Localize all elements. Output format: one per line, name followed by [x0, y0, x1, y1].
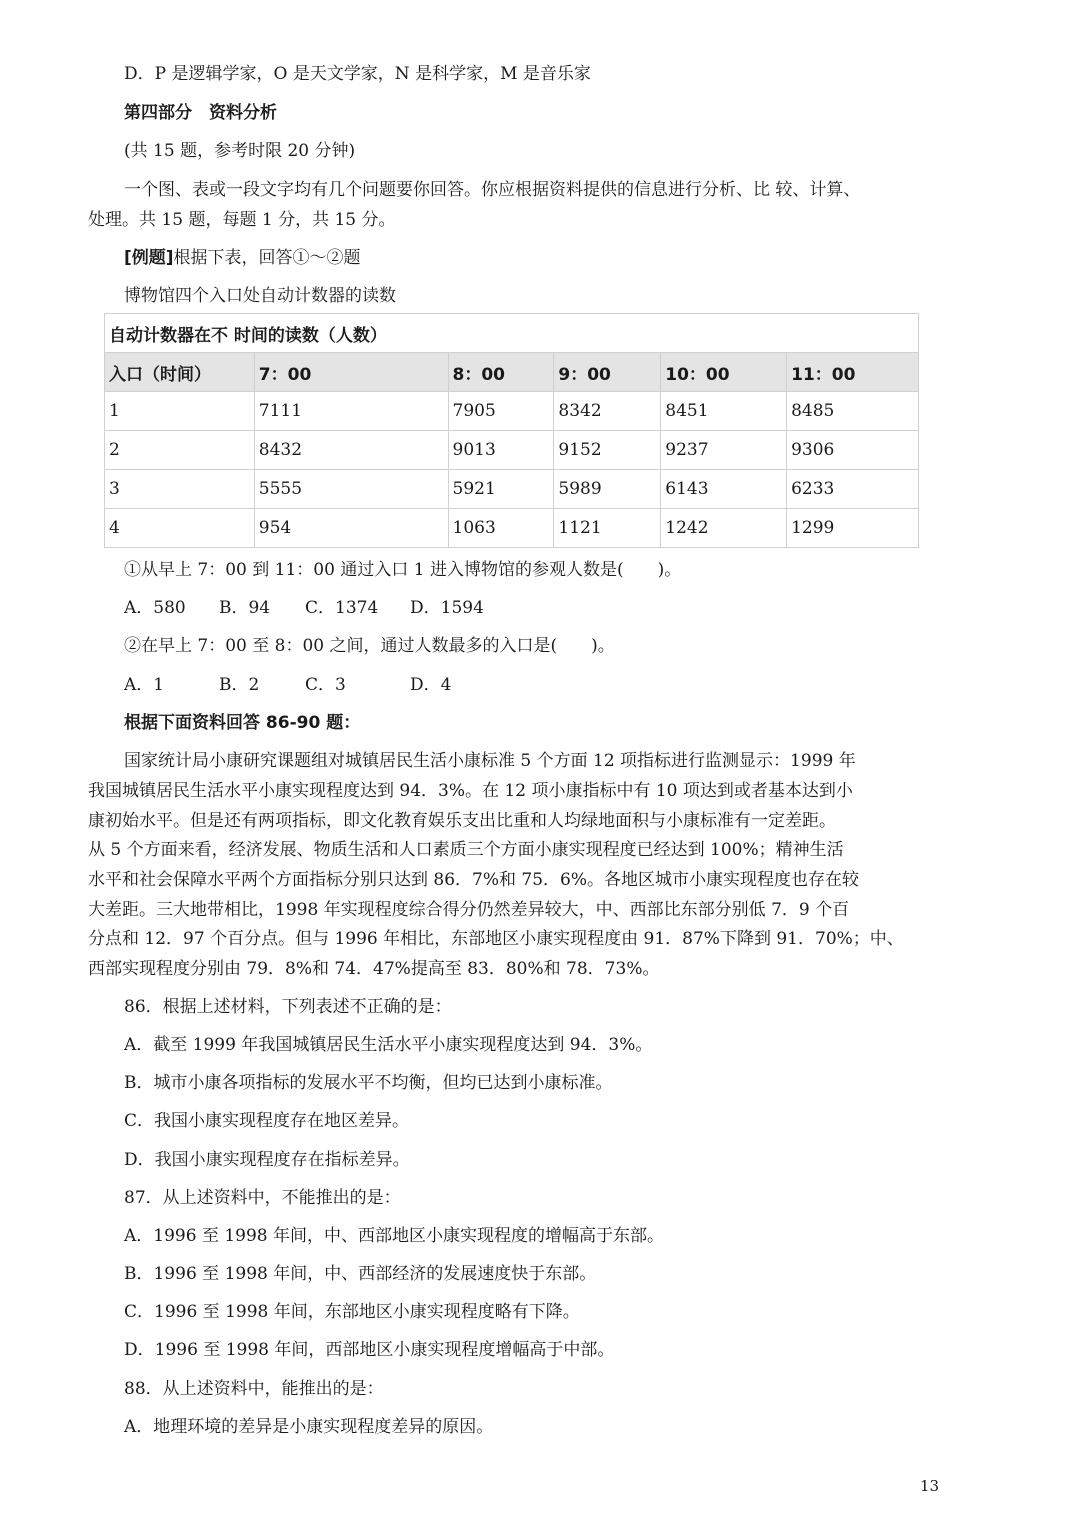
table-cell: 1: [105, 392, 255, 431]
example-question-2-options: [124, 674, 451, 696]
table-cell: 8342: [554, 392, 661, 431]
header-cell: 入口（时间）: [105, 353, 255, 392]
question-86-option: C．我国小康实现程度存在地区差异。: [124, 1111, 410, 1131]
table-row: [105, 470, 919, 509]
table-cell: 8451: [661, 392, 787, 431]
header-cell: 9：00: [554, 353, 661, 392]
question-86-stem: 86．根据上述材料，下列表述不正确的是：: [124, 997, 452, 1017]
table-cell: 9237: [661, 431, 787, 470]
example-prompt: [124, 247, 361, 269]
question-88-option: A．地理环境的差异是小康实现程度差异的原因。: [124, 1417, 494, 1437]
page-number: 13: [920, 1477, 940, 1495]
question-87-option: C．1996 至 1998 年间，东部地区小康实现程度略有下降。: [124, 1302, 580, 1322]
material-line: 大差距。三大地带相比，1998 年实现程度综合得分仍然差异较大，中、西部比东部分别低 7．9 个百: [88, 900, 850, 920]
table-cell: 4: [105, 509, 255, 548]
table-cell: 7905: [448, 392, 554, 431]
example-question-1: ①从早上 7：00 到 11：00 通过入口 1 进入博物馆的参观人数是( )。: [124, 560, 682, 580]
question-87-option: D．1996 至 1998 年间，西部地区小康实现程度增幅高于中部。: [124, 1340, 615, 1360]
material-line: 我国城镇居民生活水平小康实现程度达到 94．3%。在 12 项小康指标中有 10 项达到或者基本达到小: [88, 781, 853, 801]
table-caption-row: [105, 314, 919, 353]
table-cell: 9306: [787, 431, 919, 470]
table-cell: 1299: [787, 509, 919, 548]
table-cell: 1121: [554, 509, 661, 548]
table-row: [105, 431, 919, 470]
table-cell: 9152: [554, 431, 661, 470]
material-line: 西部实现程度分别由 79．8%和 74．47%提高至 83．80%和 78．73%。: [88, 959, 660, 979]
table-cell: 7111: [254, 392, 448, 431]
option: A．1: [124, 675, 165, 695]
table-cell: 5555: [254, 470, 448, 509]
material-line: 分点和 12．97 个百分点。但与 1996 年相比，东部地区小康实现程度由 91．87%下降到 91．70%；中、: [88, 929, 904, 949]
example-question-1-options: [124, 597, 484, 619]
header-cell: 8：00: [448, 353, 554, 392]
header-cell: 11：00: [787, 353, 919, 392]
option: A．580: [124, 598, 186, 618]
table-caption: 自动计数器在不 时间的读数（人数）: [105, 314, 919, 353]
example-prompt-text: 根据下表，回答①～②题: [173, 248, 361, 268]
question-86-option: D．我国小康实现程度存在指标差异。: [124, 1150, 410, 1170]
table-cell: 5989: [554, 470, 661, 509]
question-88-stem: 88．从上述资料中，能推出的是：: [124, 1379, 384, 1399]
table-cell: 5921: [448, 470, 554, 509]
option: B．2: [219, 675, 260, 695]
table-cell: 9013: [448, 431, 554, 470]
question-86-option: A．截至 1999 年我国城镇居民生活水平小康实现程度达到 94．3%。: [124, 1035, 653, 1055]
option: D．1594: [410, 598, 484, 618]
header-cell: 7：00: [254, 353, 448, 392]
option: B．94: [219, 598, 271, 618]
table-row: [105, 509, 919, 548]
question-87-option: A．1996 至 1998 年间，中、西部地区小康实现程度的增幅高于东部。: [124, 1226, 665, 1246]
section-note: (共 15 题，参考时限 20 分钟): [124, 141, 356, 161]
section-intro-line-2: 处理。共 15 题，每题 1 分，共 15 分。: [88, 210, 396, 230]
option: C．1374: [305, 598, 379, 618]
table-title: 博物馆四个入口处自动计数器的读数: [124, 286, 396, 306]
table-cell: 8485: [787, 392, 919, 431]
table-cell: 954: [254, 509, 448, 548]
table-cell: 2: [105, 431, 255, 470]
example-tag: [例题]: [124, 248, 174, 268]
option: D．4: [410, 675, 452, 695]
table-cell: 3: [105, 470, 255, 509]
material-line: 从 5 个方面来看，经济发展、物质生活和人口素质三个方面小康实现程度已经达到 100%；精神生活: [88, 840, 844, 860]
top-option-d: D．P 是逻辑学家，O 是天文学家，N 是科学家，M 是音乐家: [124, 64, 591, 84]
material-line: 水平和社会保障水平两个方面指标分别只达到 86．7%和 75．6%。各地区城市小康实现程度也存在较: [88, 870, 860, 890]
table-cell: 6233: [787, 470, 919, 509]
table-header-row: [105, 353, 919, 392]
material-line: 康初始水平。但是还有两项指标，即文化教育娱乐支出比重和人均绿地面积与小康标准有一定差距。: [88, 811, 836, 831]
example-question-2: ②在早上 7：00 至 8：00 之间，通过人数最多的入口是( )。: [124, 636, 615, 656]
section-intro-line-1: 一个图、表或一段文字均有几个问题要你回答。你应根据资料提供的信息进行分析、比 较、计算、: [124, 180, 861, 200]
counter-table: [104, 313, 919, 548]
question-86-option: B．城市小康各项指标的发展水平不均衡，但均已达到小康标准。: [124, 1073, 613, 1093]
question-87-option: B．1996 至 1998 年间，中、西部经济的发展速度快于东部。: [124, 1264, 597, 1284]
question-87-stem: 87．从上述资料中，不能推出的是：: [124, 1188, 401, 1208]
option: C．3: [305, 675, 346, 695]
section-title: 第四部分 资料分析: [124, 103, 277, 123]
material-line: 国家统计局小康研究课题组对城镇居民生活小康标准 5 个方面 12 项指标进行监测显示：1999 年: [124, 751, 856, 771]
header-cell: 10：00: [661, 353, 787, 392]
material-heading: 根据下面资料回答 86-90 题：: [124, 713, 361, 733]
table-cell: 8432: [254, 431, 448, 470]
table-cell: 1063: [448, 509, 554, 548]
table-cell: 1242: [661, 509, 787, 548]
table-cell: 6143: [661, 470, 787, 509]
table-row: [105, 392, 919, 431]
